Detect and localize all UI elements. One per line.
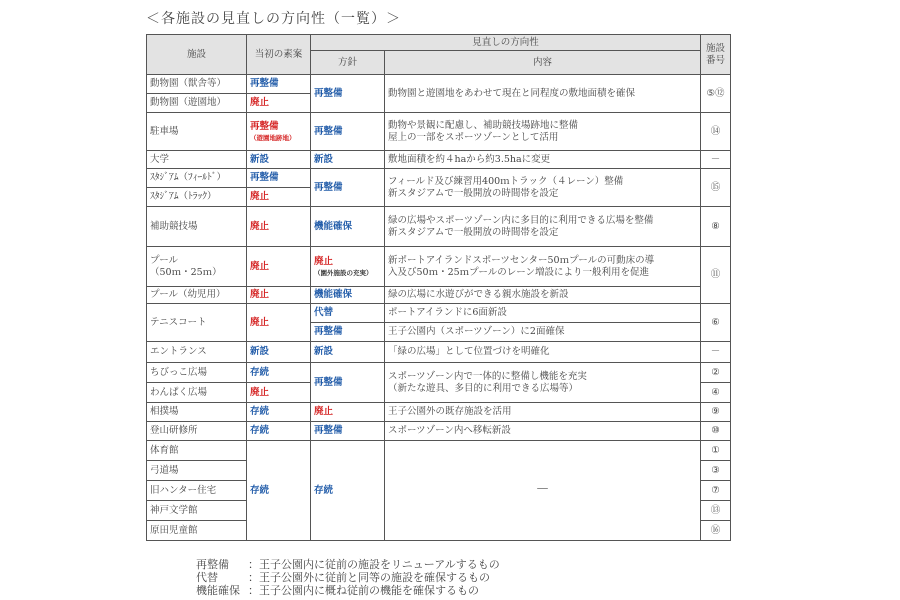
content: 動物園と遊園地をあわせて現在と同程度の敷地面積を確保 [385, 75, 701, 113]
header-content: 内容 [385, 51, 701, 75]
initial-plan: 廃止 [247, 207, 311, 247]
facility-number: ⑯ [701, 521, 731, 541]
content: － [385, 441, 701, 541]
initial-plan: 再整備 [247, 75, 311, 94]
facility-name: プール（幼児用） [147, 287, 247, 304]
facility-name: 動物園（遊園地） [147, 94, 247, 113]
facility-name: 大学 [147, 151, 247, 169]
policy: 機能確保 [311, 287, 385, 304]
content: 緑の広場に水遊びができる親水施設を新設 [385, 287, 701, 304]
legend [196, 558, 500, 597]
policy: 廃止 （園外施設の充実） [311, 247, 385, 287]
content: 動物や景観に配慮し、補助競技場跡地に整備 屋上の一部をスポーツゾーンとして活用 [385, 113, 701, 151]
policy: 再整備 [311, 323, 385, 342]
facility-number: ② [701, 363, 731, 383]
initial-plan: 存続 [247, 363, 311, 383]
policy: 新設 [311, 342, 385, 363]
policy: 存続 [311, 441, 385, 541]
policy: 機能確保 [311, 207, 385, 247]
header-facility: 施設 [147, 35, 247, 75]
legend-item: 機能確保 ：王子公園内に概ね従前の機能を確保するもの [196, 584, 479, 597]
initial-plan: 再整備 （遊園地跡地） [247, 113, 311, 151]
initial-plan: 新設 [247, 342, 311, 363]
facility-name: 体育館 [147, 441, 247, 461]
legend-item: 再整備 ：王子公園内に従前の施設をリニューアルするもの [196, 558, 500, 571]
content: スポーツゾーン内へ移転新設 [385, 422, 701, 441]
initial-plan: 再整備 [247, 169, 311, 188]
facility-name: 動物園（獣舎等） [147, 75, 247, 94]
facility-name: ｽﾀｼﾞｱﾑ（ﾌｨｰﾙﾄﾞ） [147, 169, 247, 188]
content: 新ポートアイランドスポーツセンター50ｍプールの可動床の導 入及び50ｍ・25ｍプールのレーン増設により一般利用を促進 [385, 247, 701, 287]
content: スポーツゾーン内で一体的に整備し機能を充実 （新たな遊具、多目的に利用できる広場等） [385, 363, 701, 403]
policy: 再整備 [311, 363, 385, 403]
facility-number: ⑬ [701, 501, 731, 521]
initial-plan: 廃止 [247, 287, 311, 304]
facility-number: ⑪ [701, 247, 731, 304]
header-policy: 方針 [311, 51, 385, 75]
facility-name: 弓道場 [147, 461, 247, 481]
facility-name: プール （50ｍ・25ｍ） [147, 247, 247, 287]
facility-name: テニスコート [147, 304, 247, 342]
facility-number: ④ [701, 383, 731, 403]
facility-name: ちびっこ広場 [147, 363, 247, 383]
facility-name: 旧ハンター住宅 [147, 481, 247, 501]
policy: 代替 [311, 304, 385, 323]
initial-plan: 存続 [247, 422, 311, 441]
initial-plan-note: （遊園地跡地） [250, 133, 296, 142]
facility-name: わんぱく広場 [147, 383, 247, 403]
header-num: 施設 番号 [701, 35, 731, 75]
facility-number: ⑤⑫ [701, 75, 731, 113]
initial-plan: 廃止 [247, 94, 311, 113]
policy-note: （園外施設の充実） [314, 268, 373, 277]
page-title: ＜各施設の見直しの方向性（一覧）＞ [146, 11, 401, 27]
facility-number: ① [701, 441, 731, 461]
content: 敷地面積を約４haから約3.5haに変更 [385, 151, 701, 169]
facility-number: ③ [701, 461, 731, 481]
facility-name: 原田児童館 [147, 521, 247, 541]
initial-plan: 廃止 [247, 383, 311, 403]
policy: 再整備 [311, 169, 385, 207]
facility-number: ⑧ [701, 207, 731, 247]
facility-number: ⑥ [701, 304, 731, 342]
facility-number: － [701, 151, 731, 169]
facility-number: ⑨ [701, 403, 731, 422]
content: 王子公園外の既存施設を活用 [385, 403, 701, 422]
initial-plan: 存続 [247, 403, 311, 422]
content: フィールド及び練習用400ｍトラック（４レーン）整備 新スタジアムで一般開放の時間帯を設定 [385, 169, 701, 207]
facility-name: 補助競技場 [147, 207, 247, 247]
legend-item: 代替 ：王子公園外に従前と同等の施設を確保するもの [196, 571, 490, 584]
initial-plan: 新設 [247, 151, 311, 169]
facility-number: ⑩ [701, 422, 731, 441]
facility-number: ⑮ [701, 169, 731, 207]
policy: 再整備 [311, 422, 385, 441]
policy: 再整備 [311, 75, 385, 113]
facility-number: ⑦ [701, 481, 731, 501]
initial-plan: 存続 [247, 441, 311, 541]
initial-plan: 廃止 [247, 304, 311, 342]
content: ポートアイランドに6面新設 [385, 304, 701, 323]
facility-review-table [146, 34, 731, 541]
policy: 再整備 [311, 113, 385, 151]
initial-plan: 廃止 [247, 188, 311, 207]
policy: 廃止 [311, 403, 385, 422]
policy: 新設 [311, 151, 385, 169]
facility-name: 相撲場 [147, 403, 247, 422]
header-initial: 当初の素案 [247, 35, 311, 75]
facility-number: － [701, 342, 731, 363]
initial-plan: 廃止 [247, 247, 311, 287]
facility-name: 神戸文学館 [147, 501, 247, 521]
content: 王子公園内（スポーツゾーン）に2面確保 [385, 323, 701, 342]
facility-name: エントランス [147, 342, 247, 363]
facility-name: 駐車場 [147, 113, 247, 151]
header-review: 見直しの方向性 [311, 35, 701, 51]
content: 「緑の広場」として位置づけを明確化 [385, 342, 701, 363]
facility-name: 登山研修所 [147, 422, 247, 441]
facility-name: ｽﾀｼﾞｱﾑ（ﾄﾗｯｸ） [147, 188, 247, 207]
facility-number: ⑭ [701, 113, 731, 151]
content: 緑の広場やスポーツゾーン内に多目的に利用できる広場を整備 新スタジアムで一般開放の時間帯を設定 [385, 207, 701, 247]
